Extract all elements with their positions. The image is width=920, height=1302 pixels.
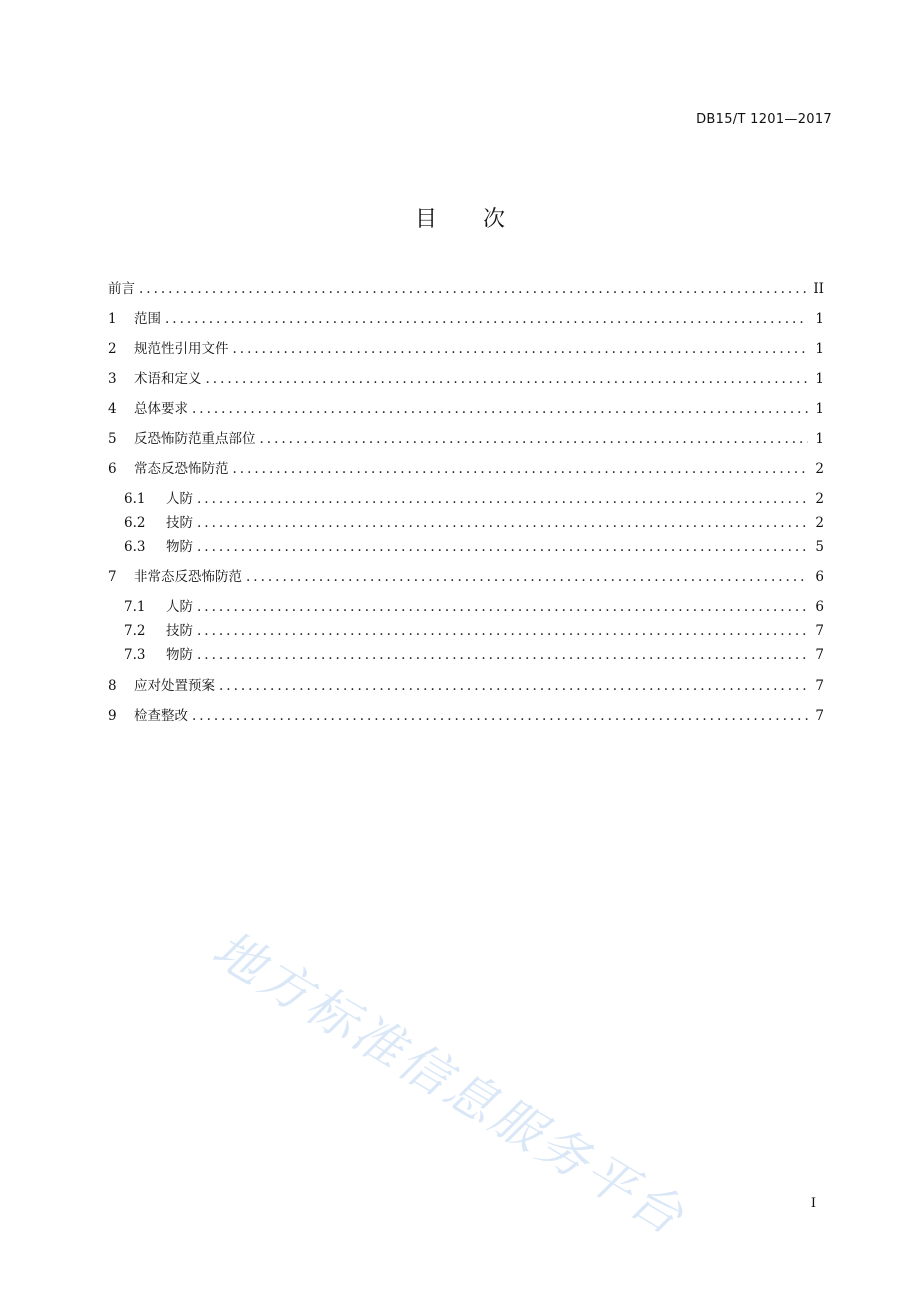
toc-leader-dots (197, 489, 808, 509)
toc-entry-4[interactable] (108, 399, 824, 419)
toc-entry-label: 术语和定义 (134, 371, 202, 387)
toc-leader-dots (206, 369, 809, 389)
toc-entry-number: 9 (108, 708, 117, 724)
toc-entry-number: 4 (108, 401, 117, 417)
toc-leader-dots (246, 567, 808, 587)
toc-entry-6-3[interactable] (124, 537, 824, 557)
toc-entry-page: 1 (815, 431, 824, 447)
toc-entry-page: 1 (815, 401, 824, 417)
toc-leader-dots (197, 513, 808, 533)
toc-entry-page: 5 (815, 539, 824, 555)
toc-entry-page: 6 (815, 599, 824, 615)
toc-entry-6[interactable] (108, 459, 824, 479)
toc-leader-dots (165, 309, 808, 329)
toc-entry-number: 6.3 (124, 539, 146, 555)
toc-entry-page: 7 (815, 708, 824, 724)
toc-entry-number: 1 (108, 311, 117, 327)
toc-entry-7-3[interactable] (124, 645, 824, 665)
watermark: 地方标准信息服务平台 (203, 919, 696, 1248)
toc-entry-number: 3 (108, 371, 117, 387)
toc-entry-number: 7.1 (124, 599, 146, 615)
toc-entry-label: 人防 (166, 491, 193, 507)
toc-entry-number: 6.2 (124, 515, 146, 531)
toc-entry-label: 物防 (166, 647, 193, 663)
toc-entry-2[interactable] (108, 339, 824, 359)
toc-entry-page: 2 (815, 491, 824, 507)
toc-entry-page: 1 (815, 311, 824, 327)
toc-entry-number: 6.1 (124, 491, 146, 507)
toc-entry-foreword[interactable] (108, 279, 824, 299)
toc-entry-page: 6 (815, 569, 824, 585)
toc-entry-label: 应对处置预案 (134, 678, 215, 694)
toc-entry-label: 技防 (166, 515, 193, 531)
toc-entry-8[interactable] (108, 676, 824, 696)
toc-entry-label: 反恐怖防范重点部位 (134, 431, 256, 447)
toc-entry-number: 7.3 (124, 647, 146, 663)
page-number: I (810, 1196, 816, 1211)
toc-leader-dots (197, 645, 808, 665)
toc-entry-1[interactable] (108, 309, 824, 329)
toc-leader-dots (192, 706, 808, 726)
toc-entry-9[interactable] (108, 706, 824, 726)
toc-entry-7-1[interactable] (124, 597, 824, 617)
toc-leader-dots (197, 621, 808, 641)
toc-entry-number: 5 (108, 431, 117, 447)
toc-leader-dots (219, 676, 808, 696)
toc-entry-number: 7.2 (124, 623, 146, 639)
toc-entry-label: 检查整改 (134, 708, 188, 724)
toc-entry-number: 8 (108, 678, 117, 694)
toc-entry-page: 1 (815, 371, 824, 387)
toc-entry-label: 非常态反恐怖防范 (134, 569, 242, 585)
toc-entry-label: 总体要求 (134, 401, 188, 417)
toc-entry-7[interactable] (108, 567, 824, 587)
toc-leader-dots (233, 339, 809, 359)
toc-title (0, 202, 920, 233)
toc-entry-label: 物防 (166, 539, 193, 555)
toc-entry-label: 范围 (134, 311, 161, 327)
toc-title-char-2: 次 (483, 207, 506, 232)
document-code: DB15/T 1201—2017 (696, 112, 832, 127)
toc-title-char-1: 目 (414, 207, 437, 232)
toc-entry-6-2[interactable] (124, 513, 824, 533)
toc-entry-label: 人防 (166, 599, 193, 615)
toc-entry-number: 2 (108, 341, 117, 357)
toc-entry-6-1[interactable] (124, 489, 824, 509)
toc-entry-page: 2 (815, 461, 824, 477)
toc-leader-dots (192, 399, 808, 419)
toc-entry-label: 常态反恐怖防范 (134, 461, 229, 477)
toc-entry-page: 7 (815, 678, 824, 694)
toc-leader-dots (260, 429, 809, 449)
toc-entry-page: II (813, 281, 824, 297)
toc-entry-5[interactable] (108, 429, 824, 449)
toc-leader-dots (197, 537, 808, 557)
toc-entry-page: 1 (815, 341, 824, 357)
toc-entry-7-2[interactable] (124, 621, 824, 641)
toc-entry-page: 7 (815, 623, 824, 639)
toc-leader-dots (233, 459, 809, 479)
toc-entry-page: 2 (815, 515, 824, 531)
toc-entry-label: 规范性引用文件 (134, 341, 229, 357)
toc-leader-dots (197, 597, 808, 617)
toc-entry-page: 7 (815, 647, 824, 663)
toc-leader-dots (139, 279, 807, 299)
toc-entry-number: 7 (108, 569, 117, 585)
toc-entry-3[interactable] (108, 369, 824, 389)
toc-entry-label: 技防 (166, 623, 193, 639)
toc-entry-number: 6 (108, 461, 117, 477)
toc-entry-label: 前言 (108, 281, 135, 297)
